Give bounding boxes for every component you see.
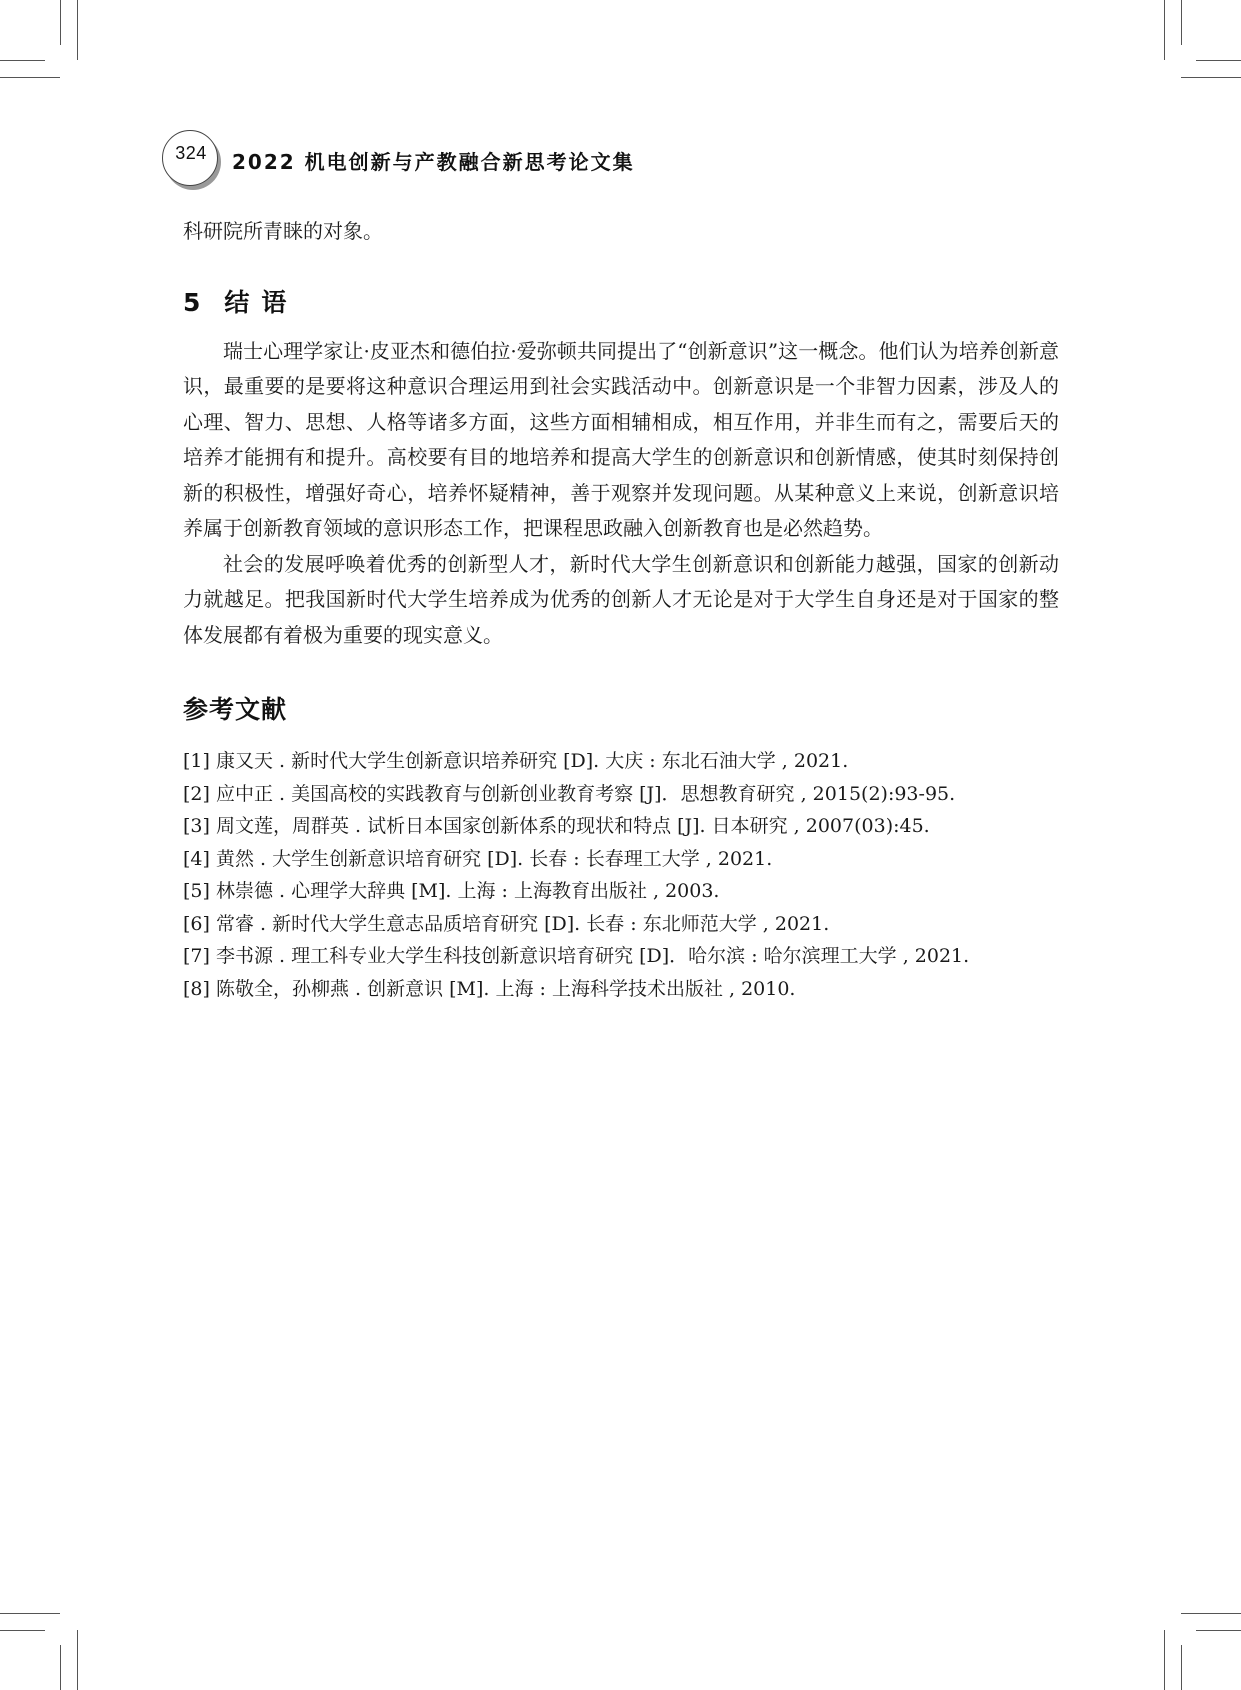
crop-mark bbox=[60, 1645, 61, 1690]
crop-mark bbox=[1181, 0, 1182, 45]
crop-mark bbox=[1181, 1613, 1241, 1614]
reference-item: [7] 李书源 . 理工科专业大学生科技创新意识培育研究 [D]．哈尔滨 : 哈尔滨理工大学 , 2021. bbox=[183, 945, 970, 967]
crop-mark bbox=[0, 1613, 60, 1614]
section-title: 结语 bbox=[224, 287, 299, 317]
reference-item: [3] 周文莲，周群英 . 试析日本国家创新体系的现状和特点 [J]. 日本研究 , 2007(03):45. bbox=[183, 815, 930, 837]
reference-item: [6] 常睿 . 新时代大学生意志品质培育研究 [D]. 长春 : 东北师范大学 , 2021. bbox=[183, 912, 830, 935]
crop-mark bbox=[0, 77, 60, 78]
references-list bbox=[183, 745, 1059, 1005]
crop-mark bbox=[1196, 1630, 1241, 1631]
body-paragraph: 瑞士心理学家让·皮亚杰和德伯拉·爱弥顿共同提出了“创新意识”这一概念。他们认为培养创新意识，最重要的是要将这种意识合理运用到社会实践活动中。创新意识是一个非智力因素，涉及人的心理、智力、思想、人格等诸多方面，这些方面相辅相成，相互作用，并非生而有之，需要后天的培养才能拥有和提升。高校要有目的地培养和提高大学生的创新意识和创新情感，使其时刻保持创新的积极性，增强好奇心，培养怀疑精神，善于观察并发现问题。从某种意义上来说，创新意识培养属于创新教育领域的意识形态工作，把课程思政融入创新教育也是必然趋势。 bbox=[183, 338, 1059, 540]
page-number-badge bbox=[162, 130, 218, 186]
crop-mark bbox=[77, 0, 78, 60]
page-content bbox=[183, 214, 1059, 1005]
running-header-title: 2022 机电创新与产教融合新思考论文集 bbox=[232, 150, 635, 174]
section-number: 5 bbox=[183, 287, 201, 317]
crop-mark bbox=[77, 1630, 78, 1690]
reference-item: [5] 林崇德 . 心理学大辞典 [M]. 上海 : 上海教育出版社 , 2003. bbox=[183, 880, 720, 902]
reference-item: [2] 应中正 . 美国高校的实践教育与创新创业教育考察 [J]．思想教育研究 , 2015(2):93-95. bbox=[183, 782, 956, 805]
crop-mark bbox=[1196, 60, 1241, 61]
crop-mark bbox=[1164, 0, 1165, 60]
crop-mark bbox=[1164, 1630, 1165, 1690]
crop-mark bbox=[60, 0, 61, 45]
reference-item: [4] 黄然 . 大学生创新意识培育研究 [D]. 长春 : 长春理工大学 , 2021. bbox=[183, 847, 773, 870]
reference-item: [8] 陈敬全，孙柳燕 . 创新意识 [M]. 上海 : 上海科学技术出版社 , 2010. bbox=[183, 977, 796, 1000]
body-paragraph: 社会的发展呼唤着优秀的创新型人才，新时代大学生创新意识和创新能力越强，国家的创新动力就越足。把我国新时代大学生培养成为优秀的创新人才无论是对于大学生自身还是对于国家的整体发展都有着极为重要的现实意义。 bbox=[183, 551, 1059, 647]
reference-item: [1] 康又天 . 新时代大学生创新意识培养研究 [D]. 大庆 : 东北石油大学 , 2021. bbox=[183, 750, 849, 772]
crop-mark bbox=[1181, 1645, 1182, 1690]
crop-mark bbox=[0, 1630, 45, 1631]
section-heading bbox=[183, 286, 1059, 320]
page-number: 324 bbox=[175, 143, 207, 163]
continuation-paragraph: 科研院所青睐的对象。 bbox=[183, 219, 383, 243]
crop-mark bbox=[0, 60, 45, 61]
crop-mark bbox=[1181, 77, 1241, 78]
references-heading: 参考文献 bbox=[183, 695, 288, 724]
